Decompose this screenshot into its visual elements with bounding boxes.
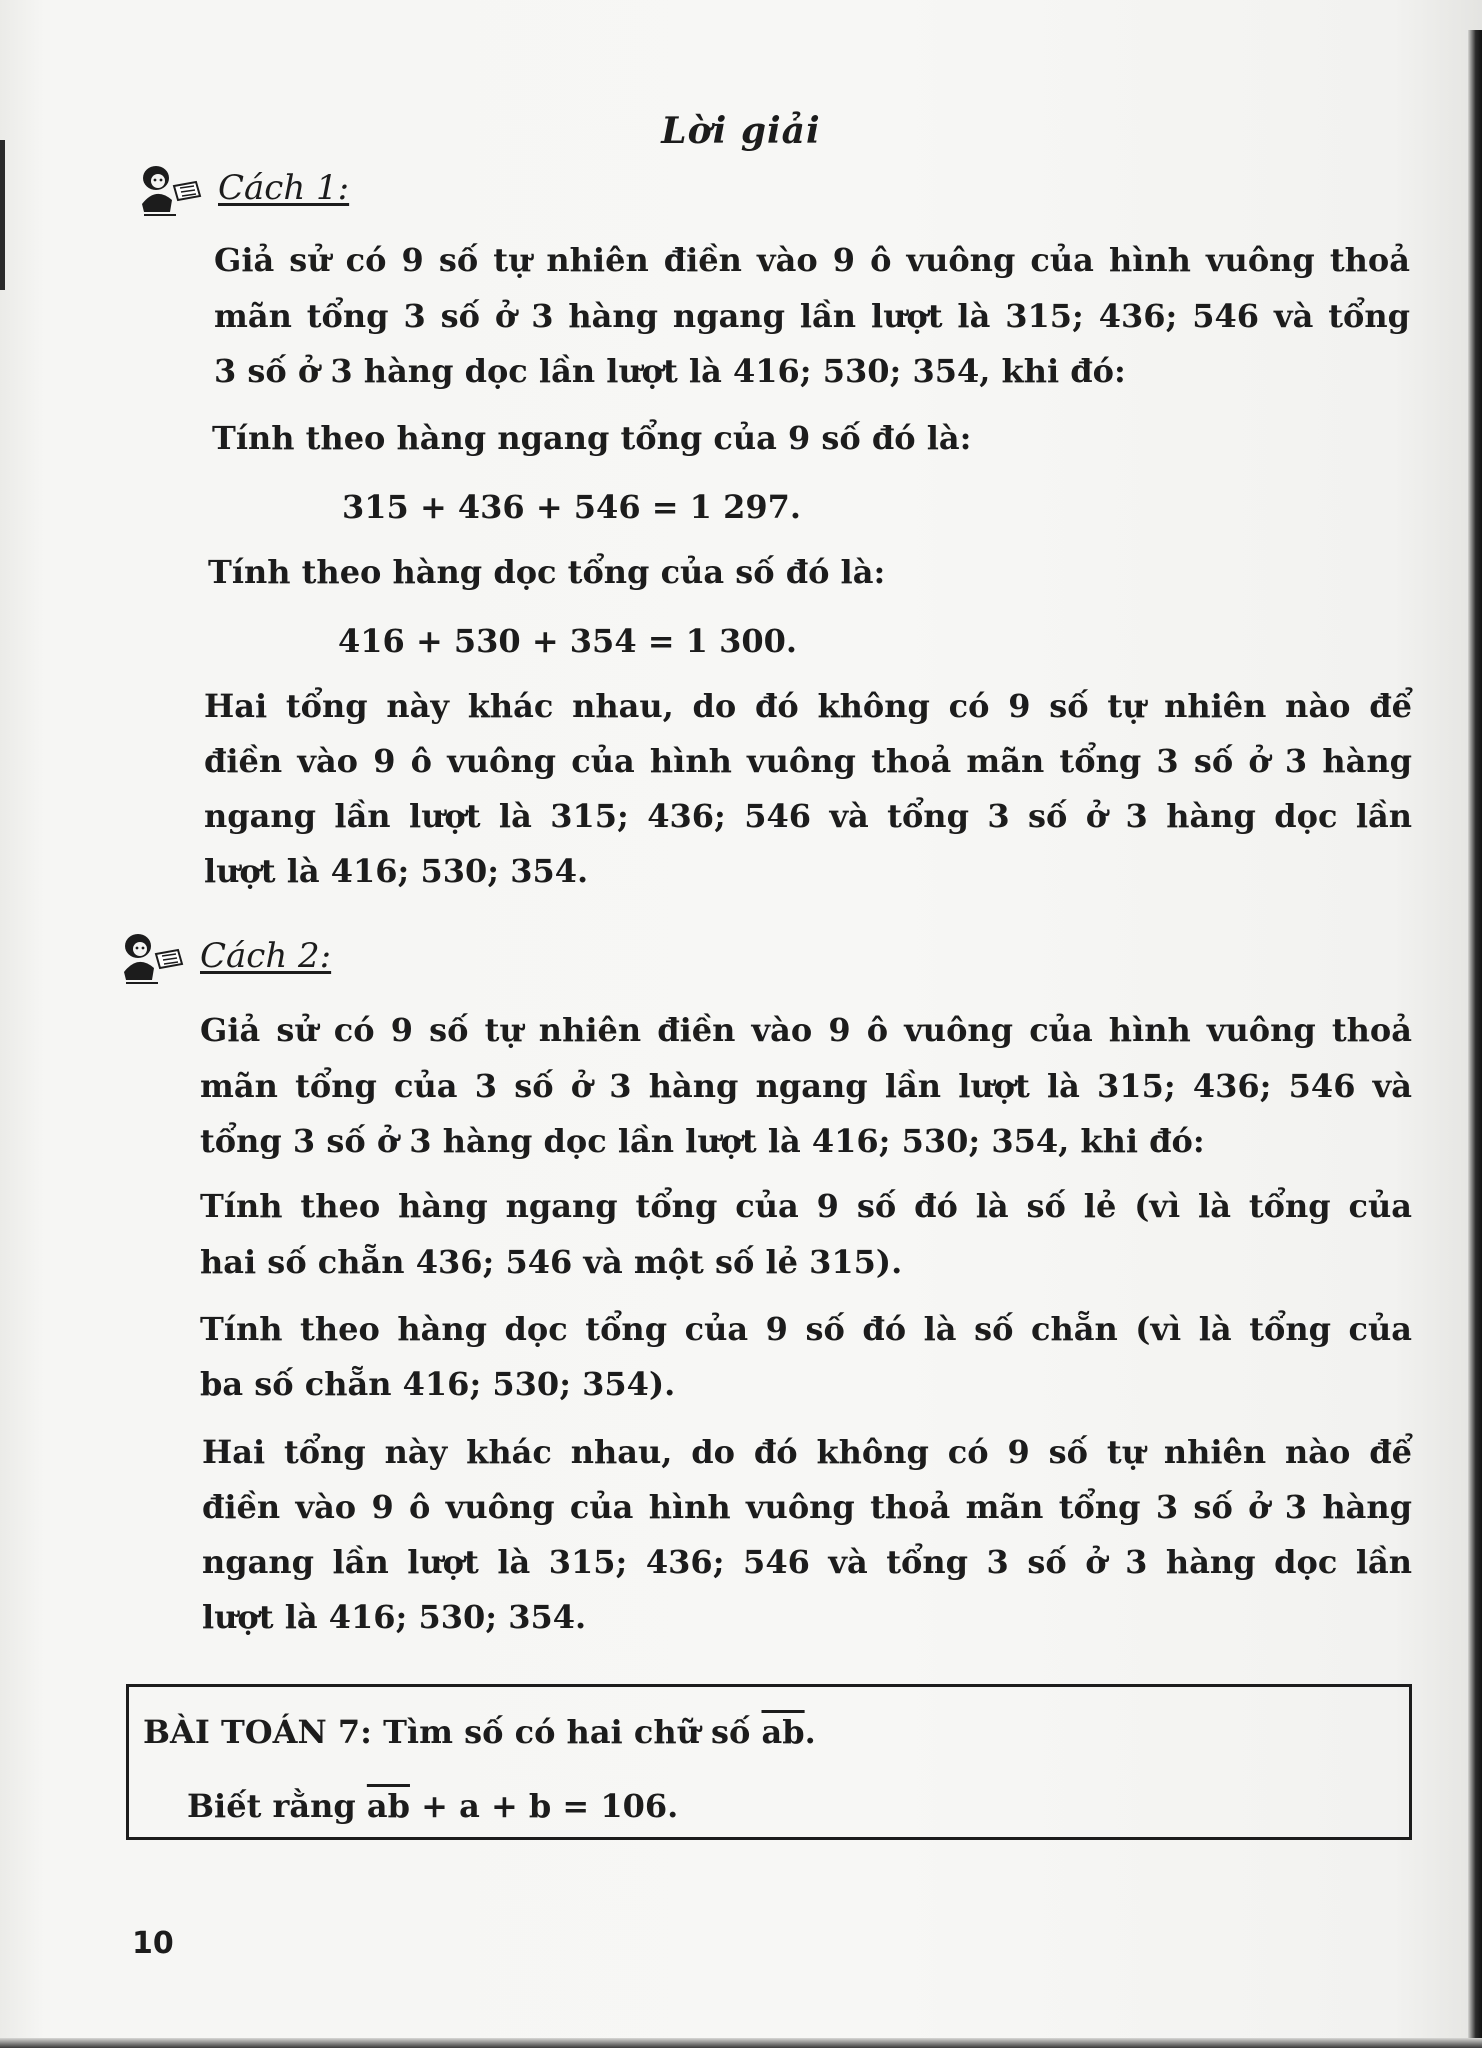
m2-p4-line-1: Hai tổng này khác nhau, do đó không có 9 số tự nhiên nào để [202,1433,1412,1471]
problem-7-condition [187,1787,678,1825]
problem-7-heading: BÀI TOÁN 7: [143,1713,372,1751]
m2-p3-line-1: Tính theo hàng dọc tổng của 9 số đó là số chẵn (vì là tổng của [200,1310,1412,1348]
m1-p4-line-4: lượt là 416; 530; 354. [204,852,589,890]
problem-7-text: Tìm số có hai chữ số [383,1713,751,1751]
method-2-header [116,928,416,988]
page-left-edge [0,140,5,290]
m1-p2: Tính theo hàng ngang tổng của 9 số đó là: [212,419,972,457]
page-right-edge [1468,30,1482,2048]
m2-p1-line-3: tổng 3 số ở 3 hàng dọc lần lượt là 416; 530; 354, khi đó: [200,1122,1205,1160]
method-2-label: Cách 2: [200,936,332,976]
page-bottom-edge [0,2038,1482,2048]
m1-equation-1: 315 + 436 + 546 = 1 297. [342,488,802,526]
m1-p4-line-3: ngang lần lượt là 315; 436; 546 và tổng 3 số ở 3 hàng dọc lần [204,797,1412,835]
page-number: 10 [132,1926,174,1961]
problem-7-period: . [804,1713,816,1751]
problem-7-condition-rest: + a + b = 106. [421,1787,679,1825]
m2-p4-line-4: lượt là 416; 530; 354. [202,1598,587,1636]
problem-7-box [126,1684,1412,1840]
m2-p1-line-1: Giả sử có 9 số tự nhiên điền vào 9 ô vuông của hình vuông thoả [200,1011,1412,1049]
m2-p3-line-2: ba số chẵn 416; 530; 354). [200,1365,676,1403]
problem-7-statement [143,1713,816,1751]
problem-7-number: $\overline{ab}$ [761,1713,805,1751]
problem-7-condition-prefix: Biết rằng [187,1787,356,1825]
m2-p2-line-1: Tính theo hàng ngang tổng của 9 số đó là số lẻ (vì là tổng của [200,1187,1412,1225]
problem-7-condition-number: $\overline{ab}$ [366,1787,410,1825]
m1-p1-line-2: mãn tổng 3 số ở 3 hàng ngang lần lượt là 315; 436; 546 và tổng [214,297,1410,335]
m2-p4-line-3: ngang lần lượt là 315; 436; 546 và tổng 3 số ở 3 hàng dọc lần [202,1543,1412,1581]
page-title: Lời giải [661,110,821,152]
student-reading-icon [134,160,214,220]
m2-p4-line-2: điền vào 9 ô vuông của hình vuông thoả mãn tổng 3 số ở 3 hàng [202,1488,1412,1526]
m2-p2-line-2: hai số chẵn 436; 546 và một số lẻ 315). [200,1243,903,1281]
method-1-header [134,160,434,220]
m1-p4-line-1: Hai tổng này khác nhau, do đó không có 9 số tự nhiên nào để [204,687,1412,725]
m1-equation-2: 416 + 530 + 354 = 1 300. [338,622,798,660]
m1-p4-line-2: điền vào 9 ô vuông của hình vuông thoả mãn tổng 3 số ở 3 hàng [204,742,1412,780]
m1-p1-line-1: Giả sử có 9 số tự nhiên điền vào 9 ô vuông của hình vuông thoả [214,241,1410,279]
method-1-label: Cách 1: [218,168,350,208]
m1-p1-line-3: 3 số ở 3 hàng dọc lần lượt là 416; 530; 354, khi đó: [214,352,1126,390]
m2-p1-line-2: mãn tổng của 3 số ở 3 hàng ngang lần lượt là 315; 436; 546 và [200,1067,1412,1105]
student-reading-icon [116,928,196,988]
m1-p3: Tính theo hàng dọc tổng của số đó là: [208,553,886,591]
